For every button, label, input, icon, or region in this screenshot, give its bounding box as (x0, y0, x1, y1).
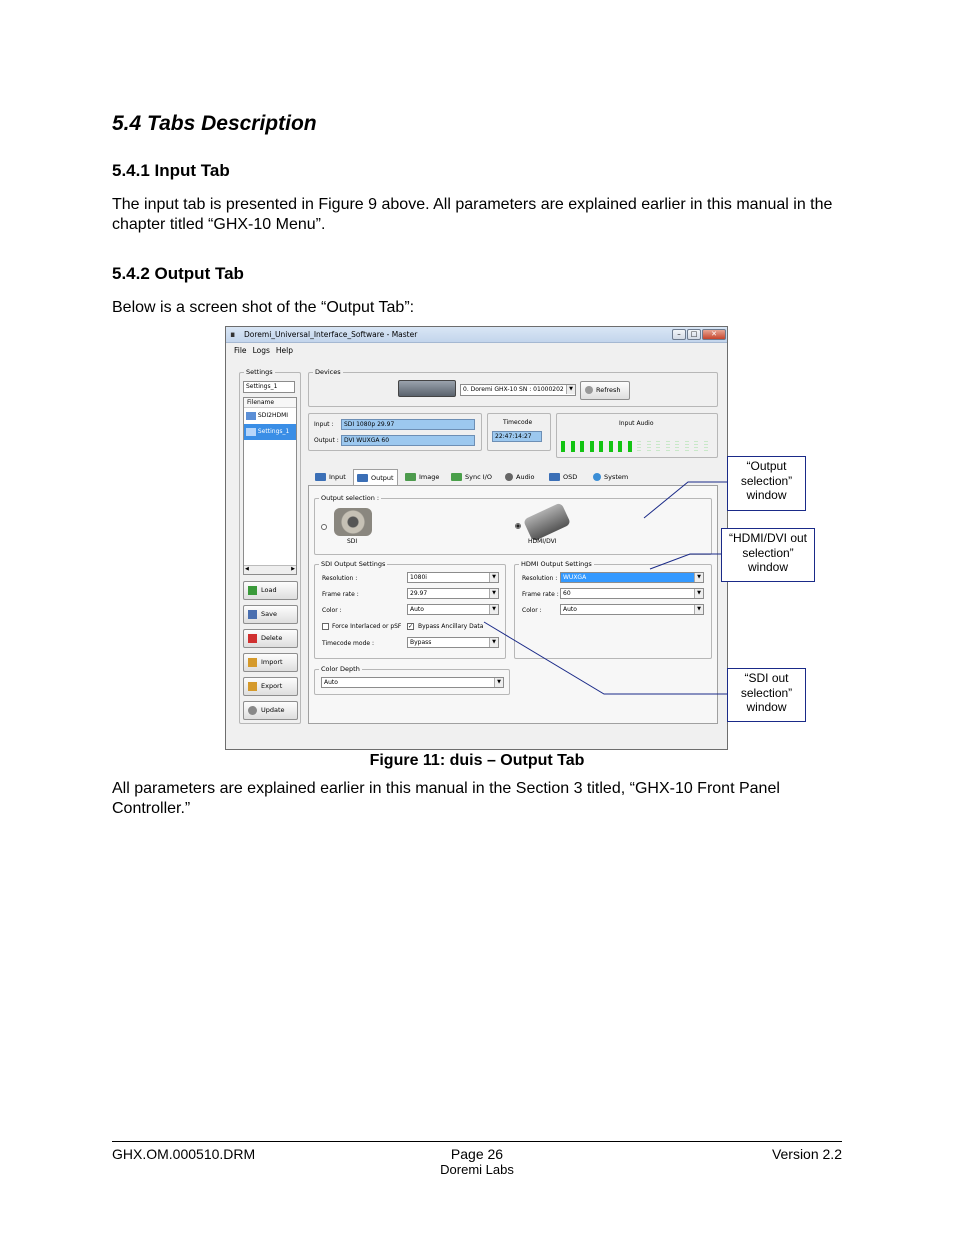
import-button[interactable]: Import (243, 653, 298, 672)
chevron-down-icon: ▼ (694, 589, 703, 598)
scroll-left-icon[interactable]: ◀ (245, 566, 249, 572)
tab-output[interactable]: Output (353, 469, 398, 485)
hdmi-frame-rate-label: Frame rate : (522, 591, 559, 598)
app-logo-icon: ∎ (230, 330, 236, 339)
device-select[interactable]: 0. Doremi GHX-10 SN : 01000202 ▼ (460, 384, 576, 396)
refresh-button[interactable]: Refresh (580, 381, 630, 400)
input-tab-heading: 5.4.1 Input Tab (112, 161, 230, 180)
output-tab-intro: Below is a screen shot of the “Output Tab”: (112, 299, 415, 316)
chevron-down-icon: ▼ (489, 589, 498, 598)
sdi-frame-rate-label: Frame rate : (322, 591, 359, 598)
maximize-icon[interactable]: □ (687, 329, 701, 340)
tab-system[interactable]: System (590, 469, 631, 485)
footer-version: Version 2.2 (771, 1146, 842, 1162)
output-selection-callout: “Output selection” window (727, 456, 806, 511)
file-name: SDI2HDMI (257, 412, 289, 419)
section-heading: 5.4 Tabs Description (112, 112, 317, 135)
bypass-ancillary-checkbox[interactable]: ✓ (408, 623, 414, 630)
menu-file[interactable]: File (234, 346, 247, 355)
tab-audio[interactable]: Audio (502, 469, 537, 485)
filename-column-header[interactable]: Filename (244, 398, 296, 408)
export-button[interactable]: Export (243, 677, 298, 696)
input-tab-paragraph: The input tab is presented in Figure 9 above. All parameters are explained earlier in this manual in the chapter titled “GHX-10 Menu”. (112, 196, 833, 233)
hdmi-color-select[interactable]: Auto ▼ (560, 604, 704, 615)
scroll-right-icon[interactable]: ▶ (291, 566, 295, 572)
hdmi-callout-line (650, 554, 721, 569)
settings-name-field[interactable]: Settings_1 (243, 381, 295, 393)
figure-caption: Figure 11: duis – Output Tab (369, 752, 585, 769)
output-selection-label: Output selection : (321, 494, 380, 502)
update-button[interactable]: Update (243, 701, 298, 720)
output-status-field: DVI WUXGA 60 (341, 435, 475, 446)
sdi-option-label: SDI (347, 538, 358, 545)
sdi-frame-rate-select[interactable]: 29.97 ▼ (407, 588, 499, 599)
hdmi-frame-rate-select[interactable]: 60 ▼ (560, 588, 704, 599)
tab-image[interactable]: Image (402, 469, 442, 485)
load-button[interactable]: Load (243, 581, 298, 600)
output-label: Output : (314, 437, 339, 444)
window-title: Doremi_Universal_Interface_Software - Master (244, 330, 418, 339)
sdi-color-select[interactable]: Auto ▼ (407, 604, 499, 615)
timecode-mode-select[interactable]: Bypass ▼ (407, 637, 499, 648)
input-status-field: SDI 1080p 29.97 (341, 419, 475, 430)
close-icon[interactable]: ✕ (702, 329, 726, 340)
chevron-down-icon: ▼ (489, 638, 498, 647)
sdi-resolution-select[interactable]: 1080i ▼ (407, 572, 499, 583)
hdmi-resolution-label: Resolution : (522, 575, 558, 582)
tab-input[interactable]: Input (312, 469, 349, 485)
force-interlaced-label: Force Interlaced or pSF (332, 623, 402, 630)
timecode-field: 22:47:14:27 (492, 431, 542, 442)
hdmi-output-settings-label: HDMI Output Settings (521, 560, 592, 568)
color-depth-label: Color Depth (321, 665, 360, 673)
input-audio-label: Input Audio (619, 420, 654, 427)
chevron-down-icon: ▼ (489, 605, 498, 614)
sdi-color-label: Color : (322, 607, 342, 614)
chevron-down-icon: ▼ (489, 573, 498, 582)
hdmi-color-label: Color : (522, 607, 542, 614)
hdmi-dvi-callout: “HDMI/DVI out selection” window (721, 528, 815, 582)
chevron-down-icon: ▼ (694, 605, 703, 614)
delete-button[interactable]: Delete (243, 629, 298, 648)
footer-doc-id: GHX.OM.000510.DRM (112, 1146, 256, 1162)
file-name: Settings_1 (257, 428, 290, 435)
color-depth-select[interactable]: Auto ▼ (321, 677, 504, 688)
menu-help[interactable]: Help (275, 346, 293, 355)
minimize-icon[interactable]: – (672, 329, 686, 340)
sdi-out-callout: “SDI out selection” window (727, 668, 806, 722)
save-button[interactable]: Save (243, 605, 298, 624)
bypass-ancillary-label: Bypass Ancillary Data (418, 623, 484, 630)
settings-label: Settings (246, 368, 273, 376)
sdi-callout-line (484, 622, 727, 694)
footer-page-number: Page 26 (450, 1146, 504, 1162)
footer-rule (112, 1141, 842, 1142)
sdi-output-settings-label: SDI Output Settings (321, 560, 386, 568)
sdi-resolution-label: Resolution : (322, 575, 358, 582)
footer-company: Doremi Labs (440, 1162, 514, 1177)
chevron-down-icon: ▼ (494, 678, 503, 687)
timecode-mode-label: Timecode mode : (322, 640, 375, 647)
chevron-down-icon: ▼ (694, 573, 703, 582)
output-tab-heading: 5.4.2 Output Tab (112, 264, 244, 283)
hdmi-resolution-select[interactable]: WUXGA ▼ (560, 572, 704, 583)
closing-paragraph: All parameters are explained earlier in this manual in the Section 3 titled, “GHX-10 Front Panel Controller.” (112, 780, 780, 817)
timecode-label: Timecode (503, 419, 533, 426)
devices-label: Devices (315, 368, 341, 376)
menu-logs[interactable]: Logs (252, 346, 270, 355)
hdmi-option-label: HDMI/DVI (528, 538, 557, 545)
chevron-down-icon: ▼ (566, 385, 575, 394)
output-selection-callout-line (644, 482, 727, 518)
tab-sync-io[interactable]: Sync I/O (448, 469, 495, 485)
tab-osd[interactable]: OSD (546, 469, 580, 485)
input-label: Input : (314, 421, 334, 428)
